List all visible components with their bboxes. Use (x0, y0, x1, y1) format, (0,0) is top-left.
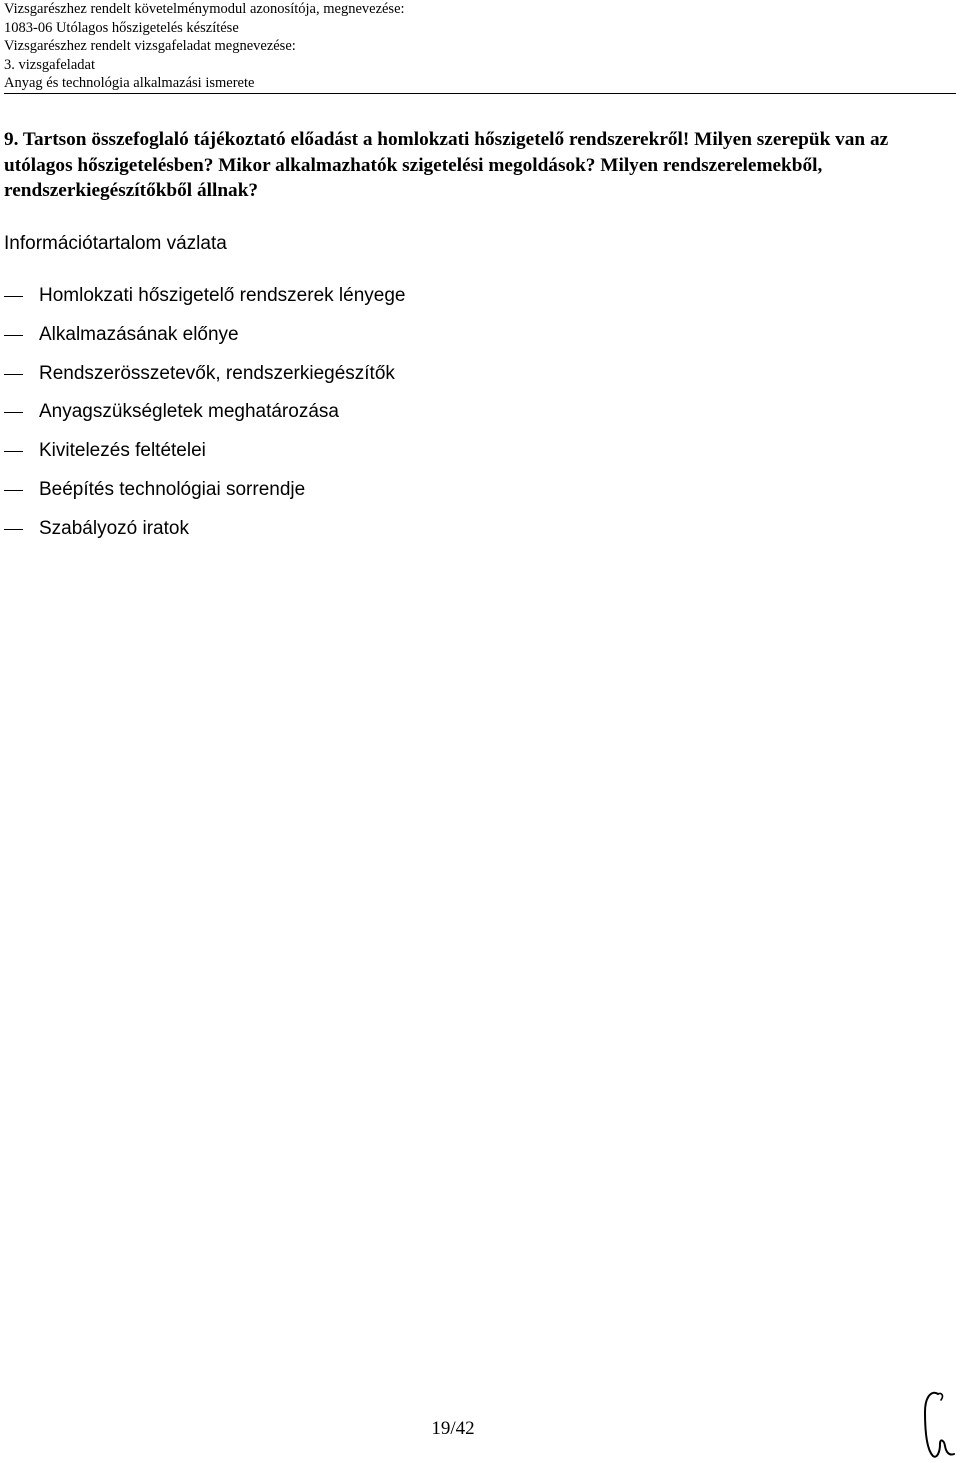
header-line: 3. vizsgafeladat (4, 56, 95, 73)
list-item-text: Beépítés technológiai sorrendje (39, 478, 306, 500)
question-text: 9. Tartson összefoglaló tájékoztató előadást a homlokzati hőszigetelő rendszerekről! Milyen szerepük van az utólagos hőszigetelésben? Mikor alkalmazhatók szigetelési megoldások? Milyen rendszerelemekből, rendszerkiegészítőkből állnak? (4, 129, 889, 201)
dash-bullet-icon (4, 412, 23, 413)
dash-bullet-icon (4, 335, 23, 336)
header-line: Vizsgarészhez rendelt követelménymodul azonosítója, megnevezése: (4, 1, 405, 17)
dash-bullet-icon (4, 374, 23, 375)
dash-bullet-icon (4, 451, 23, 452)
header-line: Vizsgarészhez rendelt vizsgafeladat megnevezése: (4, 38, 296, 54)
list-item-text: Kivitelezés feltételei (39, 440, 206, 462)
dash-bullet-icon (4, 490, 23, 491)
header-divider (4, 93, 956, 94)
header-line: 1083-06 Utólagos hőszigetelés készítése (4, 19, 239, 36)
list-item-text: Szabályozó iratok (39, 517, 189, 539)
list-item-text: Anyagszükségletek meghatározása (39, 401, 339, 423)
outline-title: Információtartalom vázlata (4, 233, 227, 254)
list-item-text: Rendszerösszetevők, rendszerkiegészítők (39, 362, 395, 384)
page-header (4, 0, 405, 93)
dash-bullet-icon (4, 296, 23, 297)
dash-bullet-icon (4, 529, 23, 530)
list-item-text: Alkalmazásának előnye (39, 323, 239, 345)
page-number: 19/42 (431, 1418, 475, 1439)
signature-icon (916, 1386, 960, 1462)
header-line: Anyag és technológia alkalmazási ismerete (4, 75, 255, 91)
list-item-text: Homlokzati hőszigetelő rendszerek lényege (39, 285, 406, 306)
